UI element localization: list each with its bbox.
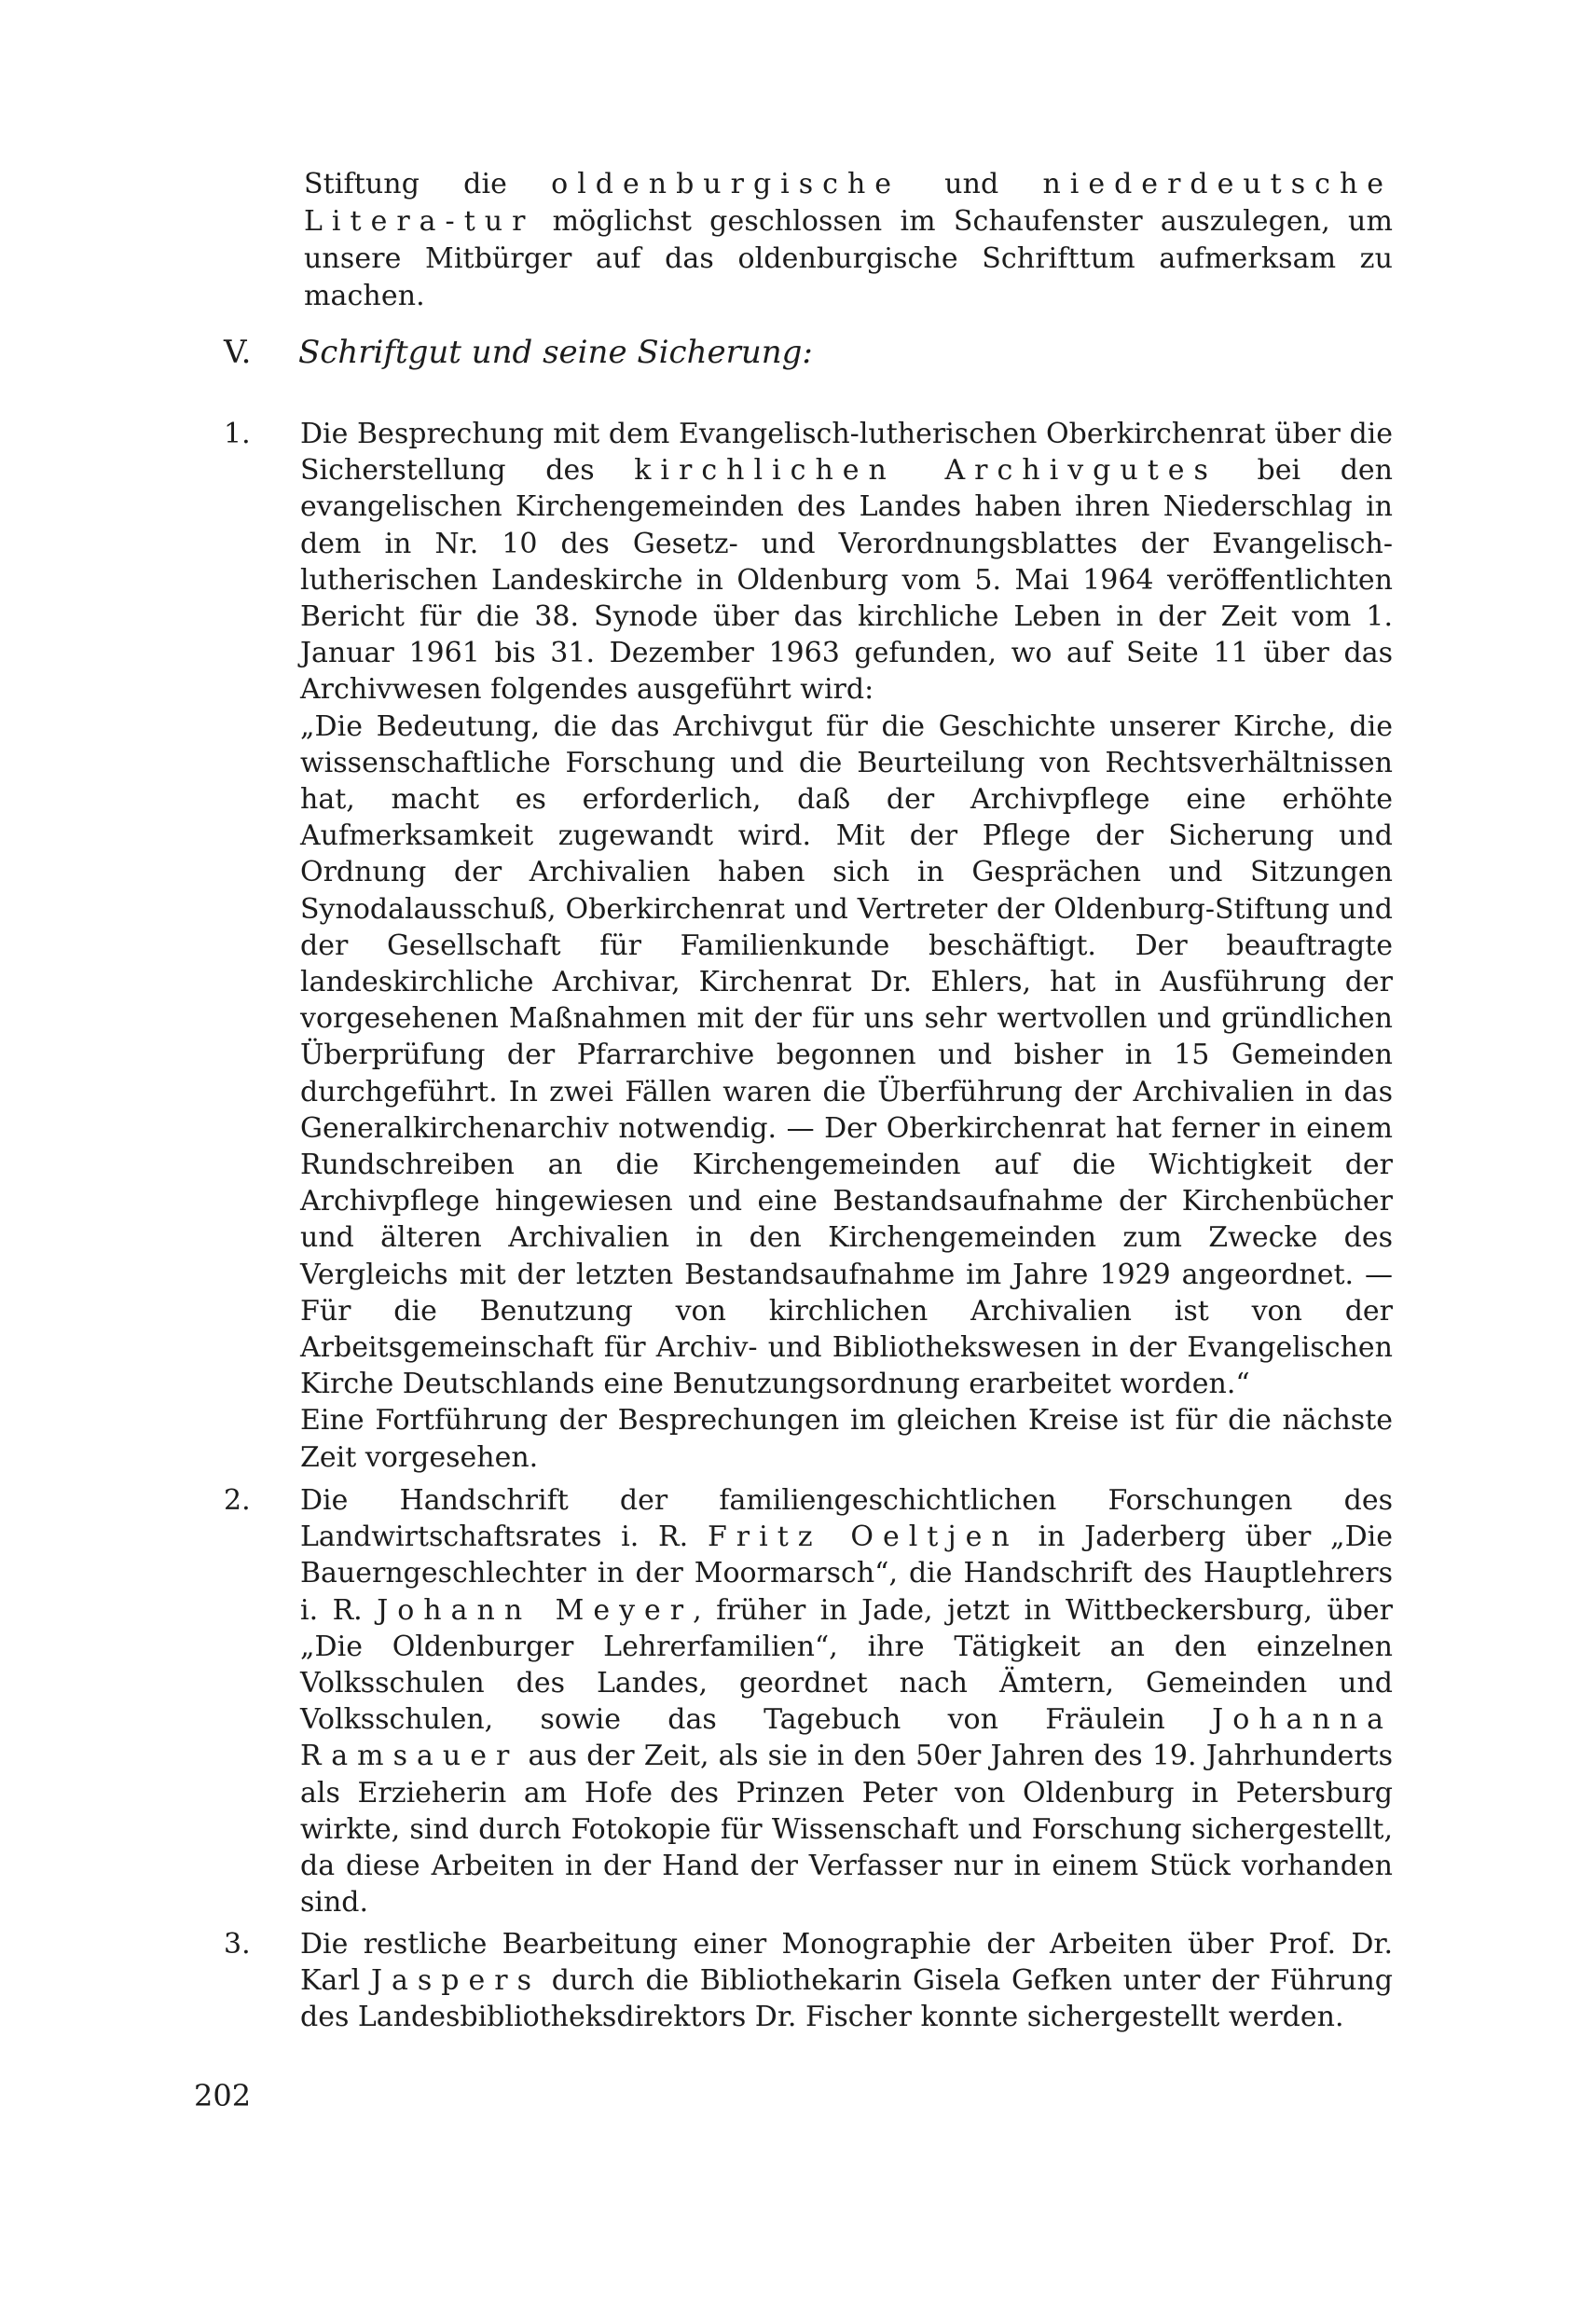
spaced-term: Fritz Oeltjen [707,1521,1019,1554]
section-number: V. [224,334,252,371]
quotation: „Die Bedeutung, die das Archivgut für die Geschichte unserer Kirche, die wissenschaftliche Forschung und die Beurteilung von Rechtsverhältnissen hat, macht es erforderlich, daß der Archivpflege eine erhöhte Aufmerksamkeit zugewandt wird. Mit der Pflege der Sicherung und Ordnung der Archivalien haben sich in Gesprächen und Sitzungen Synodalausschuß, Oberkirchenrat und Vertreter der Oldenburg-Stiftung und der Gesellschaft für Familienkunde beschäftigt. Der beauftragte landeskirchliche Archivar, Kirchenrat Dr. Ehlers, hat in Ausführung der vorgesehenen Maßnahmen mit der für uns sehr wertvollen und gründlichen Überprüfung der Pfarrarchive begonnen und bisher in 15 Gemeinden durchgeführt. In zwei Fällen waren die Überführung der Archivalien in das Generalkirchenarchiv notwendig. — Der Oberkirchenrat hat ferner in einem Rundschreiben an die Kirchengemeinden auf die Wichtigkeit der Archivpflege hingewiesen und eine Bestandsaufnahme der Kirchenbücher und älteren Archivalien in den Kirchengemeinden zum Zwecke des Vergleichs mit der letzten Bestandsaufnahme im Jahre 1929 angeordnet. — Für die Benutzung von kirchlichen Archivalien ist von der Arbeitsgemeinschaft für Archiv- und Bibliothekswesen in der Evangelischen Kirche Deutschlands eine Benutzungsordnung erarbeitet worden.“ [300,709,1393,1401]
item-text: durch die Bibliothekarin Gisela Gefken unter der Führung des Landesbibliotheksdirektors Dr. Fischer konnte sichergestellt werden. [300,1964,1393,2034]
item-text: bei den evangelischen Kirchengemeinden des Landes haben ihren Niederschlag in dem in Nr. 10 des Gesetz- und Verordnungsblattes der Evangelisch-lutherischen Landeskirche in Oldenburg vom 5. Mai 1964 veröffentlichten Bericht für die 38. Synode über das kirchliche Leben in der Zeit vom 1. Januar 1961 bis 31. Dezember 1963 gefunden, wo auf Seite 11 über das Archivwesen folgendes ausgeführt wird: [300,454,1394,707]
item-paragraph [300,416,1393,709]
spaced-term: oldenburgische [551,168,901,200]
item-body [300,1926,1393,2036]
page-number: 202 [194,2078,252,2113]
item-text: Die Besprechung mit dem Evangelisch-lutherischen Oberkirchenrat über die Sicherstellung des [300,418,1393,488]
spaced-term: niederdeutsche Litera-tur [304,168,1394,238]
intro-paragraph [304,166,1393,315]
closing-sentence: Eine Fortführung der Besprechungen im gleichen Kreise ist für die nächste Zeit vorgesehen. [300,1404,1393,1474]
item-number: 2. [224,1484,251,1517]
intro-text: und [901,168,1043,200]
item-number: 3. [224,1928,251,1961]
item-text: Die Handschrift der familiengeschichtlichen Forschungen des Landwirtschaftsrates i. R. [300,1484,1393,1554]
item-text: aus der Zeit, als sie in den 50er Jahren des 19. Jahrhunderts als Erzieherin am Hofe des Prinzen Peter von Oldenburg in Petersburg wirkte, sind durch Fotokopie für Wissenschaft und Forschung sichergestellt, da diese Arbeiten in der Hand der Verfasser nur in einem Stück vorhanden sind. [300,1740,1393,1920]
item-text: Die restliche Bearbeitung einer Monographie der Arbeiten über Prof. Dr. Karl [300,1928,1393,1998]
item-text: , früher in Jade, jetzt in Wittbeckersburg, über „Die Oldenburger Lehrerfamilien“, ihre Tätigkeit an den einzelnen Volksschulen des Landes, geordnet nach Ämtern, Gemeinden und Volksschulen, sowie das Tagebuch von Fräulein [300,1593,1393,1737]
item-number: 1. [224,418,251,450]
section-heading [224,332,1342,373]
item-body [300,416,1393,1476]
spaced-term: Johanna Ramsauer [300,1703,1393,1773]
item-text: in Jaderberg über „Die Bauerngeschlechter in der Moormarsch“, die Handschrift des Hauptlehrers i. R. [300,1521,1394,1627]
intro-text: Stiftung die [304,168,552,200]
item-body [300,1482,1393,1920]
section-title: Schriftgut und seine Sicherung: [298,334,813,371]
spaced-term: kirchlichen Archivgutes [634,454,1218,488]
spaced-term: Jaspers [370,1964,541,1998]
intro-text: möglichst geschlossen im Schaufenster auszulegen, um unsere Mitbürger auf das oldenburgische Schrifttum aufmerksam zu machen. [304,205,1393,312]
spaced-term: Johann Meyer [377,1593,694,1627]
